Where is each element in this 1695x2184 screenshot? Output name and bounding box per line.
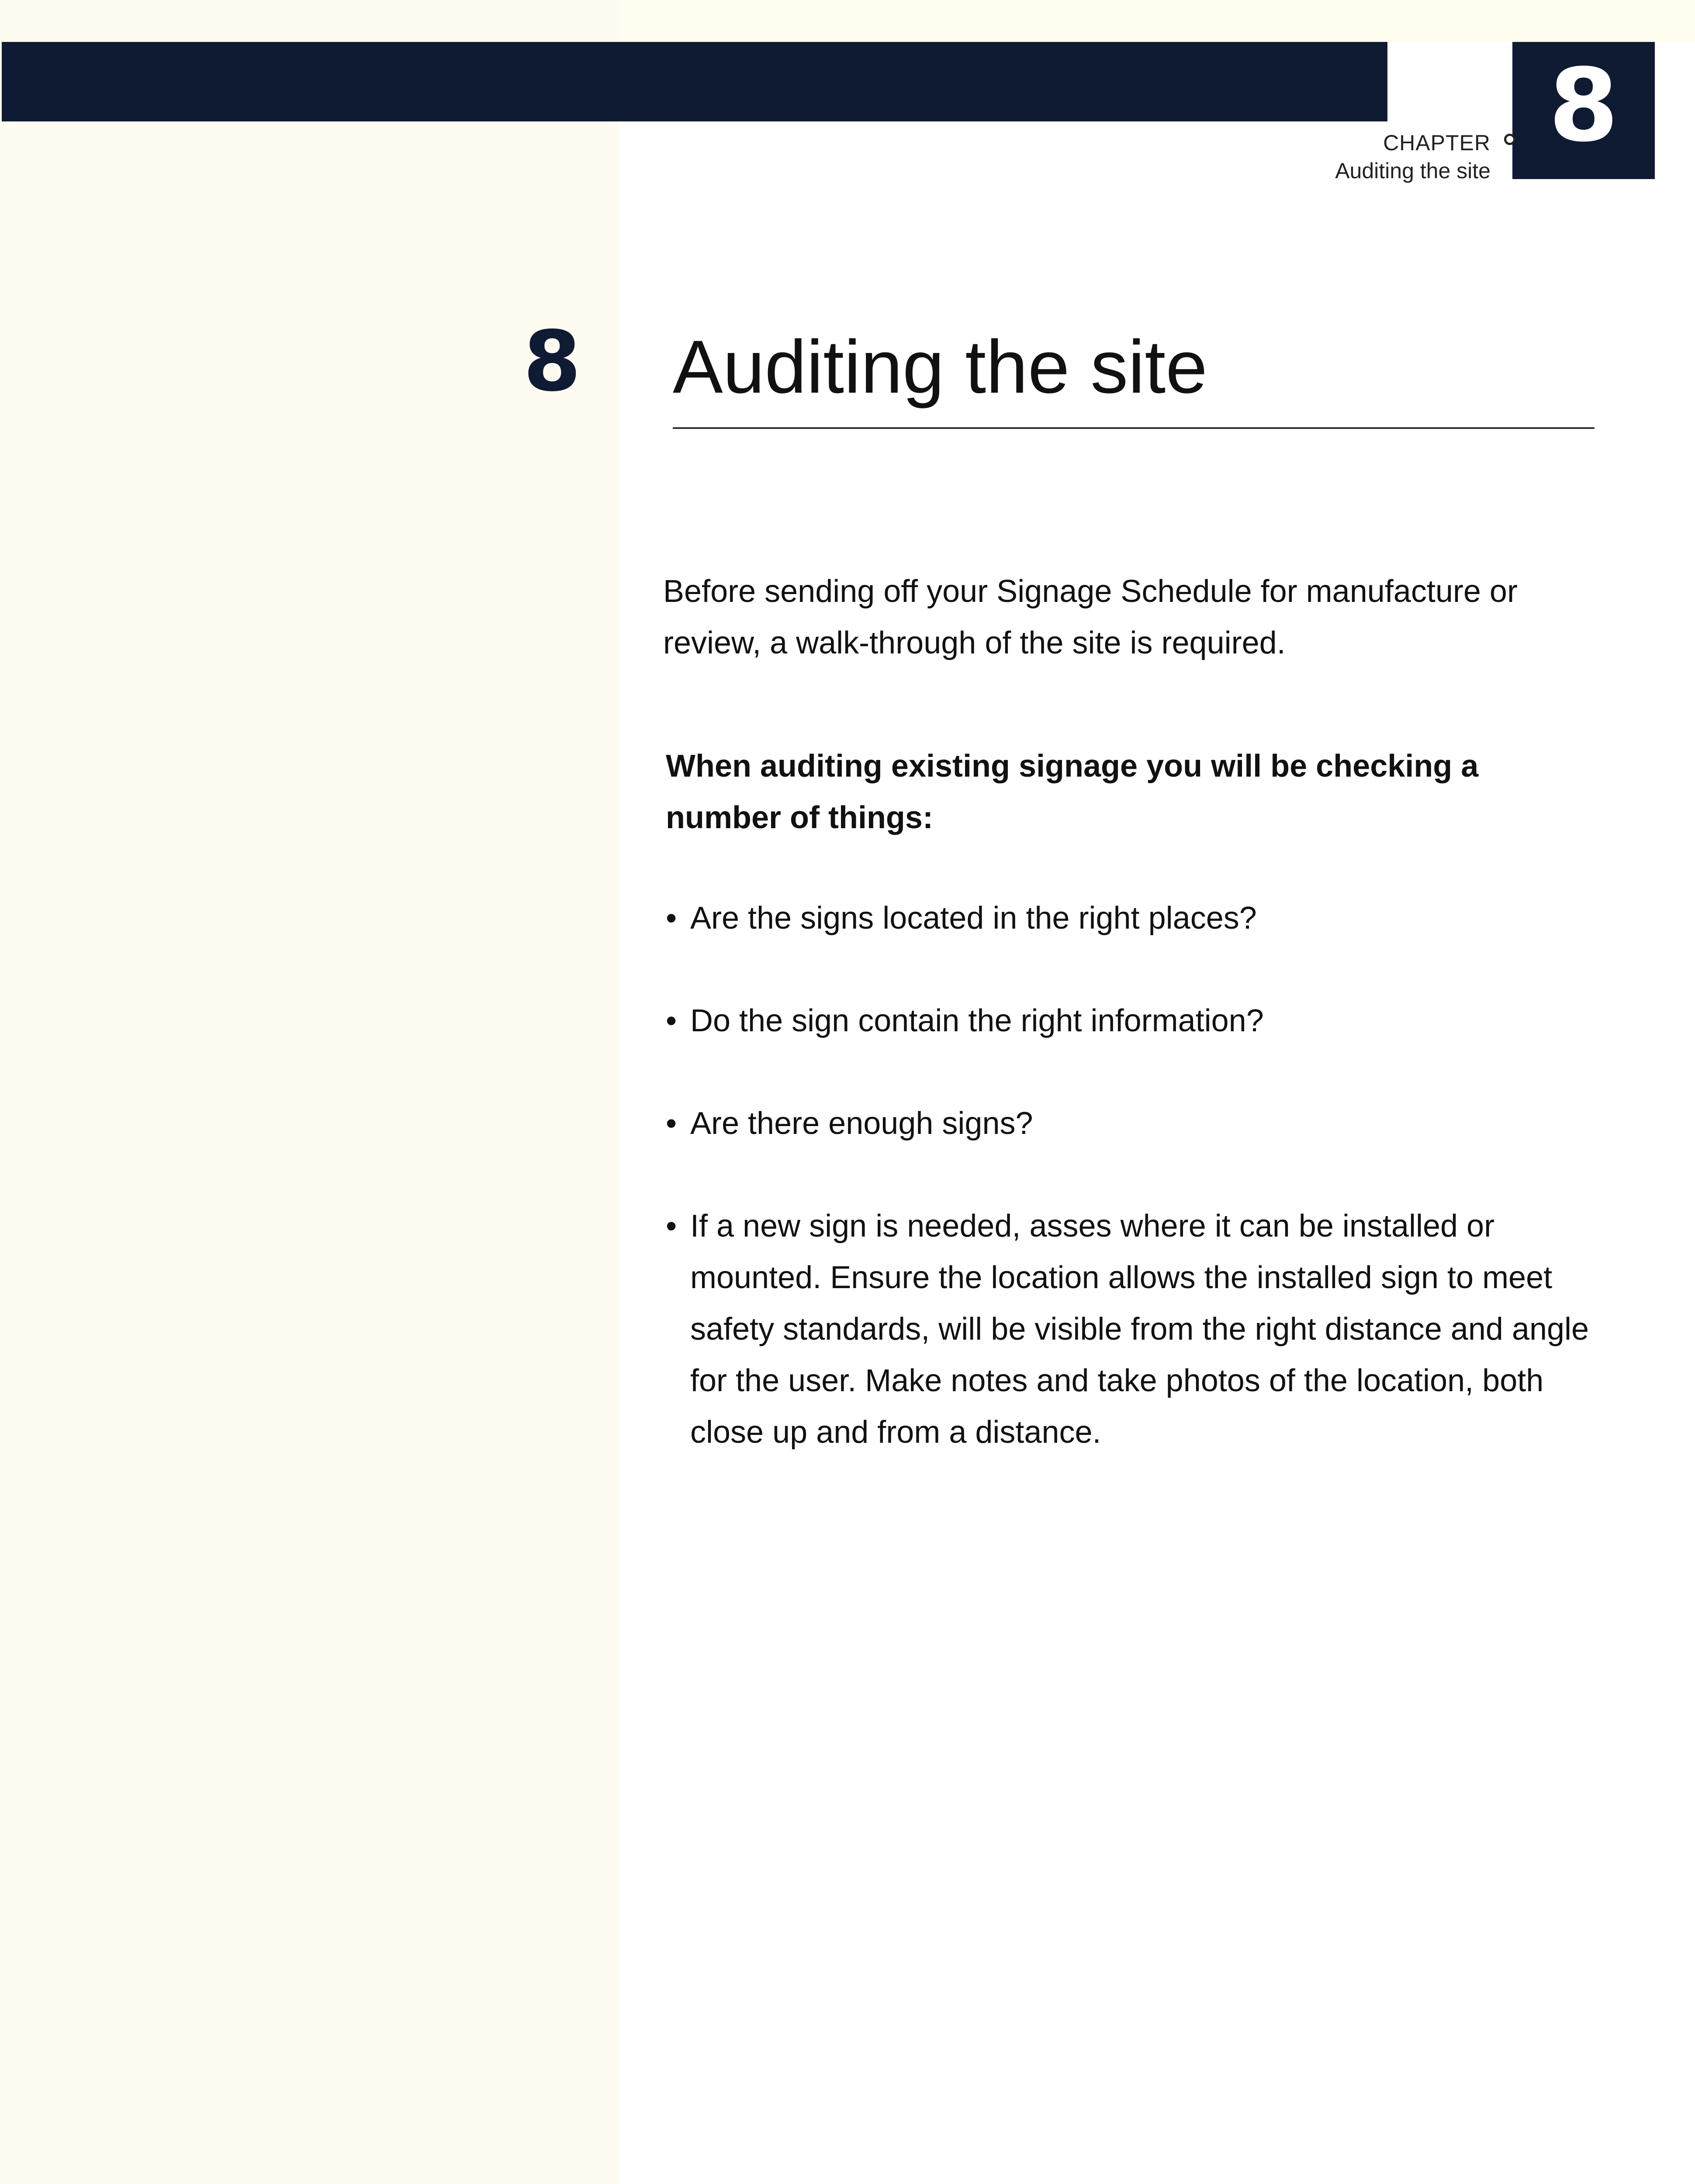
chapter-marker-icon	[1504, 134, 1515, 145]
list-item	[666, 1200, 1601, 1458]
chapter-label	[1335, 129, 1491, 185]
list-item-text: Are there enough signs?	[690, 1106, 1033, 1141]
list-item-text: Do the sign contain the right information?	[690, 1003, 1264, 1038]
page-title: Auditing the site	[673, 325, 1207, 409]
bullet-icon: •	[666, 1209, 677, 1244]
section-number: 8	[523, 313, 581, 410]
checklist	[666, 892, 1601, 1509]
title-divider	[673, 427, 1595, 429]
lead-paragraph: When auditing existing signage you will be checking a number of things:	[666, 749, 1479, 835]
list-item-text: If a new sign is needed, asses where it can be installed or mounted. Ensure the location allows the installed sign to meet safety standards, will be visible from the right distance and angle for the user. Make notes and take photos of the location, both close up and from a distance.	[690, 1209, 1589, 1450]
list-item	[666, 892, 1601, 944]
list-item	[666, 1098, 1601, 1149]
bullet-icon: •	[666, 901, 677, 936]
chapter-label-text: CHAPTER	[1383, 131, 1491, 155]
list-item-text: Are the signs located in the right places?	[690, 901, 1257, 936]
chapter-title-text: Auditing the site	[1335, 159, 1491, 183]
bullet-icon: •	[666, 1106, 677, 1141]
bullet-icon: •	[666, 1003, 677, 1038]
list-item	[666, 995, 1601, 1047]
header-bar	[2, 42, 1387, 121]
chapter-number-badge: 8	[1512, 42, 1655, 179]
intro-paragraph: Before sending off your Signage Schedule for manufacture or review, a walk-through of the site is required.	[663, 574, 1518, 660]
